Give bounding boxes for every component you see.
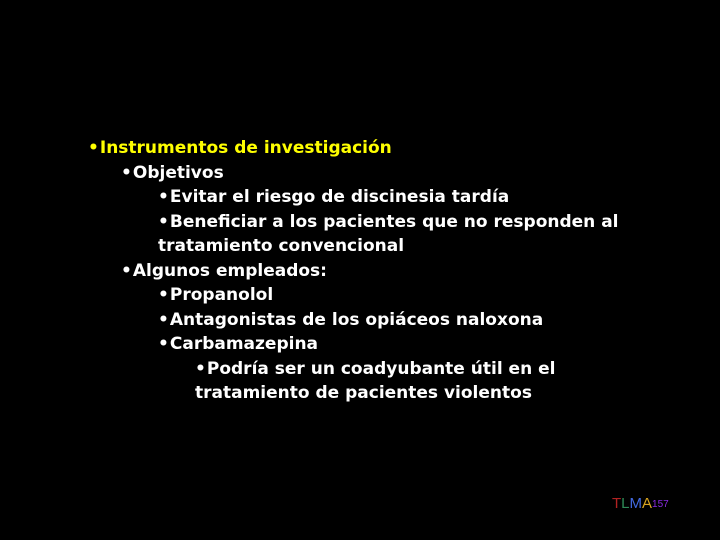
heading-text: Instrumentos de investigación (99, 138, 392, 158)
heading-line (88, 136, 688, 161)
tlma-logo (612, 495, 669, 514)
bullet: • (158, 285, 169, 305)
objetivo-item-text: Beneficiar a los pacientes que no responden al (169, 211, 619, 232)
bullet: • (195, 358, 206, 379)
sub-item (88, 357, 688, 382)
objetivo-item (88, 210, 688, 235)
outline (88, 136, 688, 406)
sub-item-continuation (88, 381, 688, 406)
empleados-label: Algunos empleados: (132, 260, 327, 281)
sub-item-text: tratamiento de pacientes violentos (195, 383, 532, 403)
objetivos-label: Objetivos (132, 162, 224, 183)
objetivo-item (88, 185, 688, 210)
bullet: • (158, 187, 169, 207)
empleado-item (88, 283, 688, 308)
bullet: • (121, 260, 132, 281)
logo-letter-l: L (621, 495, 630, 512)
sub-item-text: Podría ser un coadyubante útil en el (206, 358, 556, 379)
logo-letter-m: M (629, 495, 643, 512)
logo-letter-t: T (612, 495, 622, 512)
objetivo-item-continuation (88, 234, 688, 259)
bullet: • (158, 334, 169, 354)
empleado-item (88, 332, 688, 357)
bullet: • (121, 162, 132, 183)
empleado-item-text: Antagonistas de los opiáceos naloxona (169, 309, 544, 330)
empleado-item-text: Carbamazepina (169, 334, 319, 354)
bullet: • (158, 309, 169, 330)
bullet: • (88, 138, 99, 158)
empleado-item (88, 308, 688, 333)
logo-number: 157 (652, 499, 669, 510)
logo-letter-a: A (642, 495, 653, 512)
objetivo-item-text: Evitar el riesgo de discinesia tardía (169, 187, 510, 207)
empleado-item-text: Propanolol (169, 285, 274, 305)
empleados-line (88, 259, 688, 284)
objetivos-line (88, 161, 688, 186)
objetivo-item-text: tratamiento convencional (158, 236, 405, 256)
bullet: • (158, 211, 169, 232)
